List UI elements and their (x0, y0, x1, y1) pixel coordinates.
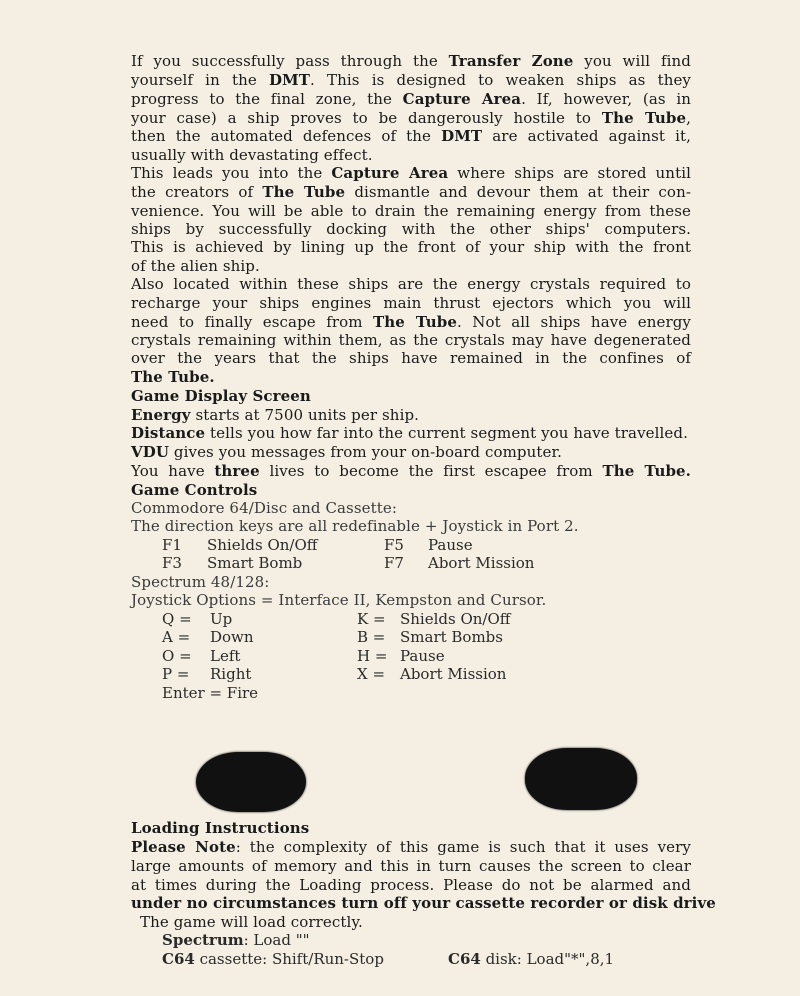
intro-line: venience. You will be able to drain the remaining energy from these (131, 202, 691, 220)
loading-line: Please Note: the complexity of this game is such that it uses very (131, 838, 691, 856)
intro-line: yourself in the DMT. This is designed to weaken ships as they (131, 71, 692, 89)
intro-line: over the years that the ships have remained in the confines of (131, 349, 691, 367)
intro-line: If you successfully pass through the Transfer Zone you will find (131, 52, 691, 70)
loading-heading: Loading Instructions (131, 819, 310, 837)
intro-line: The Tube. (131, 368, 215, 386)
c64-action: Abort Mission (428, 554, 535, 572)
intro-line: of the alien ship. (131, 257, 260, 275)
spectrum-action: Up (210, 610, 233, 628)
loading-line: large amounts of memory and this in turn causes the screen to clear (131, 857, 691, 875)
spectrum-key: O = (162, 647, 192, 665)
vdu-line: VDU gives you messages from your on-board computer. (131, 443, 562, 461)
intro-line: progress to the final zone, the Capture Area. If, however, (as in (131, 90, 692, 108)
spectrum-action: Abort Mission (400, 665, 507, 683)
c64-key: F7 (384, 554, 404, 572)
spectrum-note: Joystick Options = Interface II, Kempston and Cursor. (131, 591, 547, 609)
intro-line: usually with devastating effect. (131, 146, 373, 164)
spectrum-action: Right (210, 665, 252, 683)
intro-line: the creators of The Tube dismantle and devour them at their con- (131, 183, 691, 201)
spectrum-action: Smart Bombs (400, 628, 503, 646)
c64-key: F5 (384, 536, 404, 554)
distance-line: Distance tells you how far into the current segment you have travelled. (131, 424, 688, 442)
spectrum-load: Spectrum: Load "" (162, 931, 310, 949)
display-heading: Game Display Screen (131, 387, 311, 405)
controls-heading: Game Controls (131, 481, 258, 499)
c64-action: Smart Bomb (207, 554, 303, 572)
c64-disk-load: C64 disk: Load"*",8,1 (448, 950, 615, 968)
ink-blob-right (525, 748, 637, 810)
loading-line: at times during the Loading process. Please do not be alarmed and (131, 876, 691, 894)
c64-note: The direction keys are all redefinable + Joystick in Port 2. (131, 517, 579, 535)
spectrum-key: B = (357, 628, 386, 646)
c64-key: F3 (162, 554, 182, 572)
spectrum-title: Spectrum 48/128: (131, 573, 270, 591)
c64-title: Commodore 64/Disc and Cassette: (131, 499, 398, 517)
intro-line: your case) a ship proves to be dangerously hostile to The Tube, (131, 109, 692, 127)
spectrum-key: H = (357, 647, 388, 665)
spectrum-key: P = (162, 665, 190, 683)
intro-line: crystals remaining within them, as the crystals may have degenerated (131, 331, 691, 349)
c64-action: Pause (428, 536, 473, 554)
lives-line: You have three lives to become the first escapee from The Tube. (131, 462, 691, 480)
spectrum-key: A = (162, 628, 191, 646)
intro-line: Also located within these ships are the energy crystals required to (131, 275, 691, 293)
ink-blob-left (196, 752, 306, 812)
intro-line: ships by successfully docking with the other ships' computers. (131, 220, 691, 238)
loading-line: The game will load correctly. (140, 913, 363, 931)
c64-action: Shields On/Off (207, 536, 318, 554)
spectrum-action: Left (210, 647, 241, 665)
intro-line: need to finally escape from The Tube. Not all ships have energy (131, 313, 691, 331)
spectrum-action: Down (210, 628, 254, 646)
spectrum-action: Pause (400, 647, 445, 665)
intro-line: This is achieved by lining up the front of your ship with the front (131, 238, 691, 256)
intro-line: recharge your ships engines main thrust ejectors which you will (131, 294, 691, 312)
spectrum-key: X = (357, 665, 386, 683)
c64-key: F1 (162, 536, 182, 554)
spectrum-key: Q = (162, 610, 192, 628)
loading-line: under no circumstances turn off your cassette recorder or disk drive (131, 894, 716, 912)
intro-line: This leads you into the Capture Area where ships are stored until (131, 164, 691, 182)
spectrum-action: Shields On/Off (400, 610, 511, 628)
energy-line: Energy starts at 7500 units per ship. (131, 406, 420, 424)
c64-cassette-load: C64 cassette: Shift/Run-Stop (162, 950, 384, 968)
enter-fire: Enter = Fire (162, 684, 259, 702)
spectrum-key: K = (357, 610, 386, 628)
intro-line: then the automated defences of the DMT are activated against it, (131, 127, 691, 145)
